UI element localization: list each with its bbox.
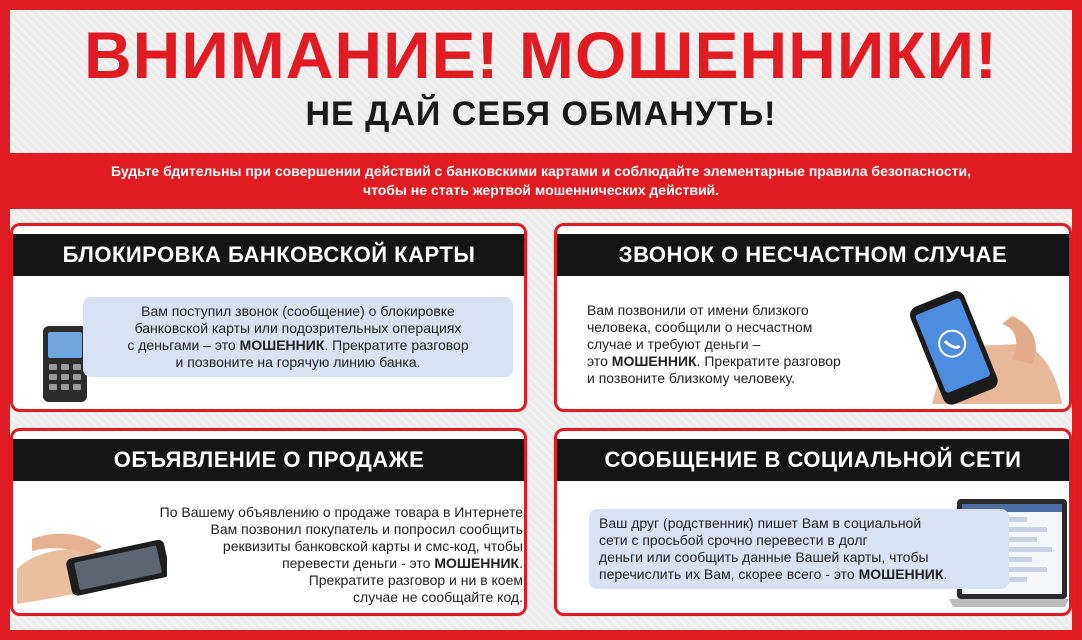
card-text: Вам поступил звонок (сообщение) о блокировке банковской карты или подозрительных операциях с деньгами – это МОШЕННИК. Прекратите разговор и позвоните на горячую линию банка. (83, 297, 513, 377)
card-text: По Вашему объявлению о продаже товара в Интернете Вам позвонил покупатель и попросил сообщить реквизиты банковской карты и смс-код, чтобы перевести деньги - это МОШЕННИК. Прекратите разговор и ни в коем случае не сообщайте код. (159, 504, 523, 605)
card-sale-ad (10, 428, 527, 616)
subheadline: НЕ ДАЙ СЕБЯ ОБМАНУТЬ! (305, 95, 777, 133)
card-title: БЛОКИРОВКА БАНКОВСКОЙ КАРТЫ (13, 234, 525, 276)
card-title: СООБЩЕНИЕ В СОЦИАЛЬНОЙ СЕТИ (557, 439, 1069, 481)
poster (10, 10, 1072, 630)
card-social-message (554, 428, 1072, 616)
card-text: Ваш друг (родственник) пишет Вам в социальной сети с просьбой срочно перевести в долг деньги или сообщить данные Вашей карты, чтобы перечислить их Вам, скорее всего - это МОШЕННИК. (589, 509, 1009, 589)
mobile-phone-icon (41, 324, 89, 409)
banner-line-1: Будьте бдительны при совершении действий с банковскими картами и соблюдайте элементарные правила безопасности, (110, 163, 972, 179)
keyword-fraudster: МОШЕННИК (611, 353, 697, 369)
keyword-fraudster: МОШЕННИК (434, 555, 520, 571)
hand-holding-phone-icon (902, 284, 1067, 412)
card-title: ЗВОНОК О НЕСЧАСТНОМ СЛУЧАЕ (557, 234, 1069, 276)
keyword-fraudster: МОШЕННИК (858, 566, 944, 582)
card-card-blocking (10, 223, 527, 412)
card-text: Вам позвонили от имени близкого человека, сообщили о несчастном случае и требуют деньги – это МОШЕННИК. Прекратите разговор и позвоните близкому человеку. (587, 302, 841, 386)
keyword-fraudster: МОШЕННИК (239, 337, 325, 353)
card-accident-call (554, 223, 1072, 412)
headline: ВНИМАНИЕ! МОШЕННИКИ! (84, 18, 998, 92)
banner-line-2: чтобы не стать жертвой мошеннических действий. (362, 182, 720, 198)
card-title: ОБЪЯВЛЕНИЕ О ПРОДАЖЕ (13, 439, 525, 481)
warning-banner (10, 153, 1072, 209)
